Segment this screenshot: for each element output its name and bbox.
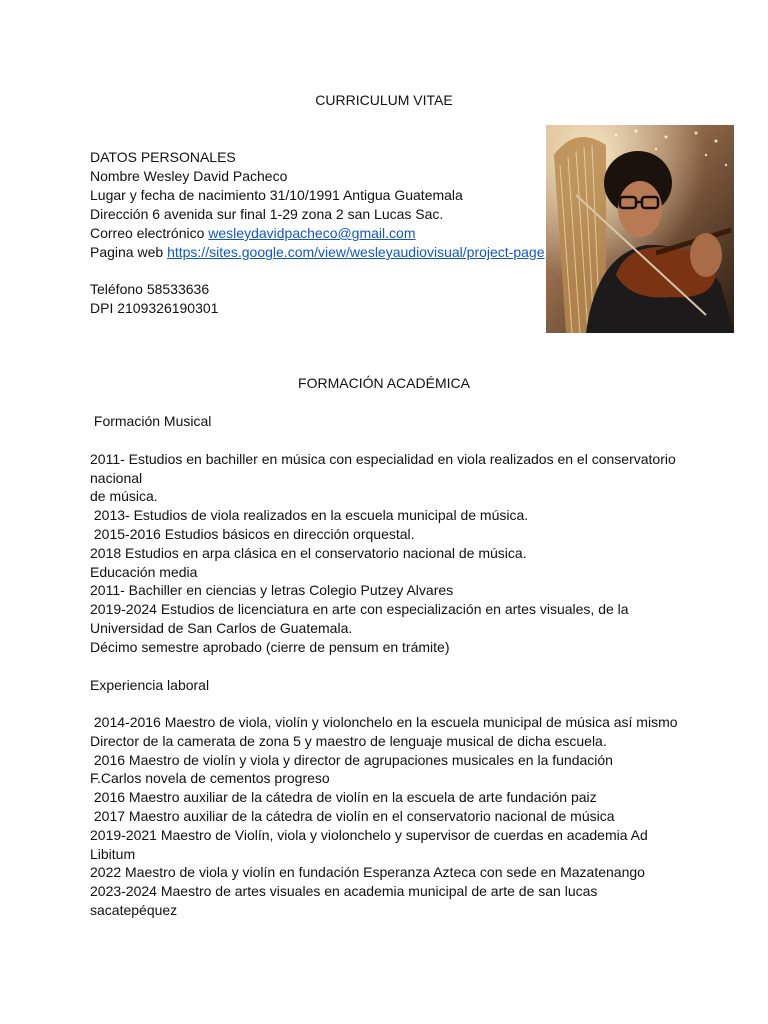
experience-line: 2017 Maestro auxiliar de la cátedra de violín en el conservatorio nacional de música [90, 808, 615, 824]
name-line: Nombre Wesley David Pacheco [90, 168, 288, 184]
email-link[interactable]: wesleydavidpacheco@gmail.com [208, 225, 416, 241]
experience-line: Director de la camerata de zona 5 y maestro de lenguaje musical de dicha escuela. [90, 733, 607, 749]
experience-line: F.Carlos novela de cementos progreso [90, 770, 330, 786]
experience-heading: Experiencia laboral [90, 677, 210, 693]
dpi-line: DPI 2109326190301 [90, 300, 219, 316]
education-line: 2011- Estudios en bachiller en música con especialidad en viola realizados en el conservatorio [90, 451, 676, 467]
experience-line: 2014-2016 Maestro de viola, violín y violonchelo en la escuela municipal de música así mismo [90, 714, 678, 730]
web-link[interactable]: https://sites.google.com/view/wesleyaudiovisual/project-page [167, 244, 545, 260]
education-line: 2015-2016 Estudios básicos en dirección orquestal. [90, 526, 415, 542]
experience-line: 2016 Maestro auxiliar de la cátedra de violín en la escuela de arte fundación paiz [90, 789, 597, 805]
address-line: Dirección 6 avenida sur final 1-29 zona 2 san Lucas Sac. [90, 206, 444, 222]
education-subheading: Formación Musical [90, 413, 212, 429]
education-line: de música. [90, 488, 158, 504]
education-line: Décimo semestre aprobado (cierre de pensum en trámite) [90, 639, 450, 655]
web-label: Pagina web [90, 244, 168, 260]
education-line: Universidad de San Carlos de Guatemala. [90, 620, 353, 636]
phone-line: Teléfono 58533636 [90, 281, 210, 297]
profile-photo [546, 125, 734, 333]
experience-line: 2022 Maestro de viola y violín en fundación Esperanza Azteca con sede en Mazatenango [90, 864, 645, 880]
personal-heading: DATOS PERSONALES [90, 149, 236, 165]
education-line: nacional [90, 470, 143, 486]
education-line: 2013- Estudios de viola realizados en la escuela municipal de música. [90, 507, 529, 523]
education-line: 2011- Bachiller en ciencias y letras Colegio Putzey Alvares [90, 582, 454, 598]
email-line [90, 224, 415, 243]
email-label: Correo electrónico [90, 225, 209, 241]
education-line: 2019-2024 Estudios de licenciatura en arte con especialización en artes visuales, de la [90, 601, 629, 617]
experience-line: sacatepéquez [90, 902, 178, 918]
education-line: Educación media [90, 564, 198, 580]
document-title: CURRICULUM VITAE [315, 92, 453, 108]
experience-line: 2019-2021 Maestro de Violín, viola y violonchelo y supervisor de cuerdas en academia Ad [90, 827, 648, 843]
experience-line: 2023-2024 Maestro de artes visuales en academia municipal de arte de san lucas [90, 883, 598, 899]
experience-line: Libitum [90, 846, 136, 862]
web-line [90, 243, 544, 262]
education-line: 2018 Estudios en arpa clásica en el conservatorio nacional de música. [90, 545, 527, 561]
birth-line: Lugar y fecha de nacimiento 31/10/1991 Antigua Guatemala [90, 187, 463, 203]
education-heading: FORMACIÓN ACADÉMICA [298, 375, 470, 391]
experience-line: 2016 Maestro de violín y viola y director de agrupaciones musicales en la fundación [90, 752, 613, 768]
